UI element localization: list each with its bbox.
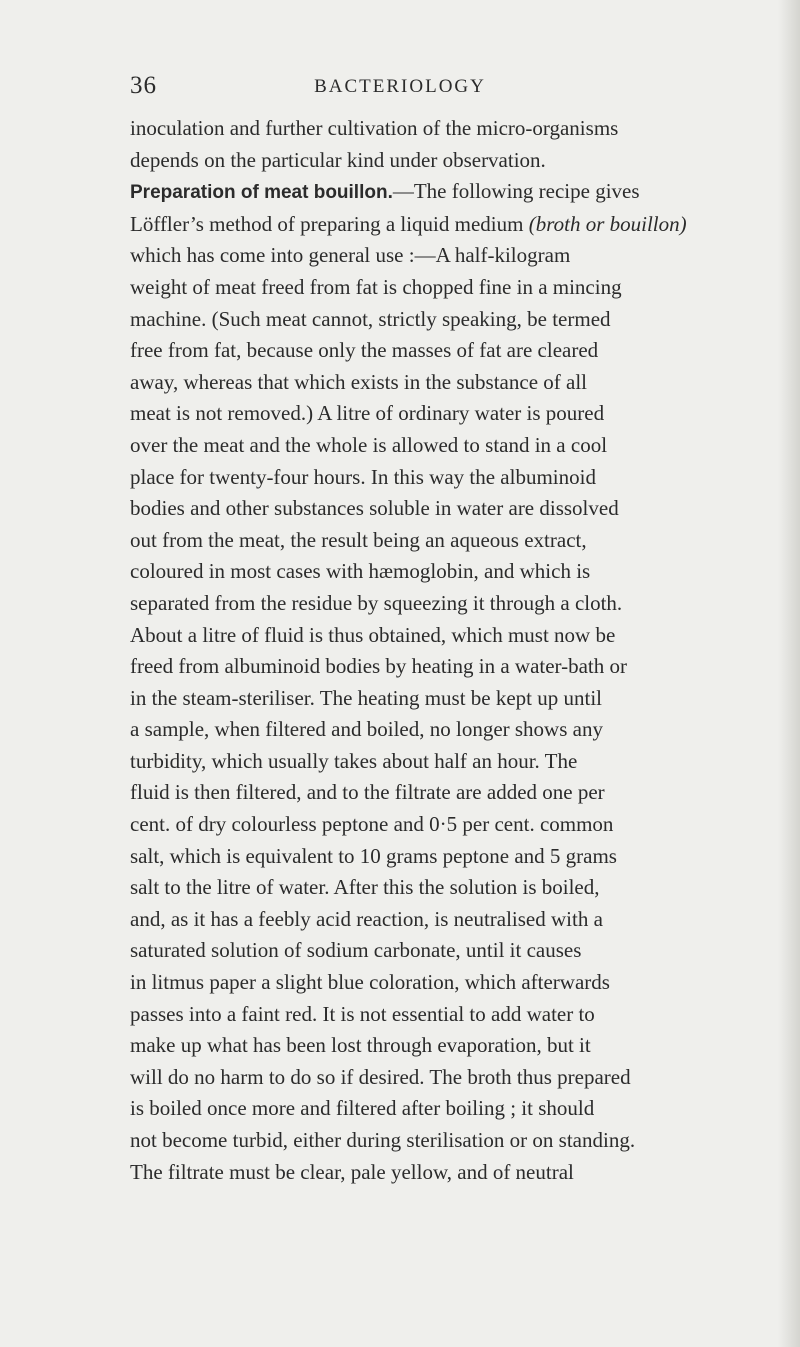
text-line: and, as it has a feebly acid reaction, is neutralised with a	[130, 906, 603, 931]
text-fragment: Löffler’s method of preparing a liquid medium	[130, 211, 524, 236]
text-line: will do no harm to do so if desired. The broth thus prepared	[130, 1064, 631, 1089]
page-number: 36	[130, 72, 157, 99]
text-line: separated from the residue by squeezing it through a cloth.	[130, 590, 623, 615]
section-sidehead: Preparation of meat bouillon.	[130, 182, 393, 204]
italic-term: (broth or bouillon)	[528, 211, 687, 236]
text-line: inoculation and further cultivation of the micro-organisms	[130, 116, 619, 140]
text-line: salt to the litre of water. After this the solution is boiled,	[130, 875, 600, 900]
text-line: over the meat and the whole is allowed to stand in a cool	[130, 432, 608, 457]
text-line: not become turbid, either during sterilisation or on standing.	[130, 1128, 636, 1152]
text-line: salt, which is equivalent to 10 grams peptone and 5 grams	[130, 843, 617, 868]
text-line: The filtrate must be clear, pale yellow, and of neutral	[130, 1159, 574, 1184]
text-line: place for twenty-four hours. In this way the albuminoid	[130, 464, 596, 489]
text-line: away, whereas that which exists in the substance of all	[130, 369, 587, 394]
text-line-sidehead	[130, 176, 796, 209]
text-line: passes into a faint red. It is not essential to add water to	[130, 1001, 595, 1026]
sidehead-continuation: —The following recipe gives	[392, 179, 640, 204]
body-paragraph	[130, 113, 796, 1188]
text-line: cent. of dry colourless peptone and 0·5 per cent. common	[130, 812, 614, 837]
text-line: out from the meat, the result being an aqueous extract,	[130, 527, 587, 552]
running-head: BACTERIOLOGY	[314, 76, 486, 97]
text-line: make up what has been lost through evaporation, but it	[130, 1033, 591, 1058]
text-line: a sample, when filtered and boiled, no longer shows any	[130, 717, 603, 742]
text-line: fluid is then filtered, and to the filtrate are added one per	[130, 780, 605, 805]
text-line: which has come into general use :—A half-kilogram	[130, 243, 571, 268]
text-line: coloured in most cases with hæmoglobin, and which is	[130, 559, 591, 584]
text-line: free from fat, because only the masses of fat are cleared	[130, 338, 599, 363]
text-line: in litmus paper a slight blue coloration, which afterwards	[130, 970, 610, 995]
text-line: About a litre of fluid is thus obtained, which must now be	[130, 622, 616, 647]
text-line: depends on the particular kind under observation.	[130, 147, 546, 172]
text-line: turbidity, which usually takes about half an hour. The	[130, 748, 578, 773]
text-line: weight of meat freed from fat is chopped fine in a mincing	[130, 274, 622, 299]
text-line: freed from albuminoid bodies by heating in a water-bath or	[130, 654, 628, 679]
text-line: machine. (Such meat cannot, strictly speaking, be termed	[130, 306, 611, 331]
text-line: is boiled once more and filtered after boiling ; it should	[130, 1096, 595, 1121]
text-line: bodies and other substances soluble in water are dissolved	[130, 496, 619, 521]
text-line-italic	[130, 209, 796, 241]
text-line: saturated solution of sodium carbonate, until it causes	[130, 938, 582, 963]
text-line: in the steam-steriliser. The heating must be kept up until	[130, 685, 603, 710]
text-line: meat is not removed.) A litre of ordinary water is poured	[130, 401, 605, 426]
